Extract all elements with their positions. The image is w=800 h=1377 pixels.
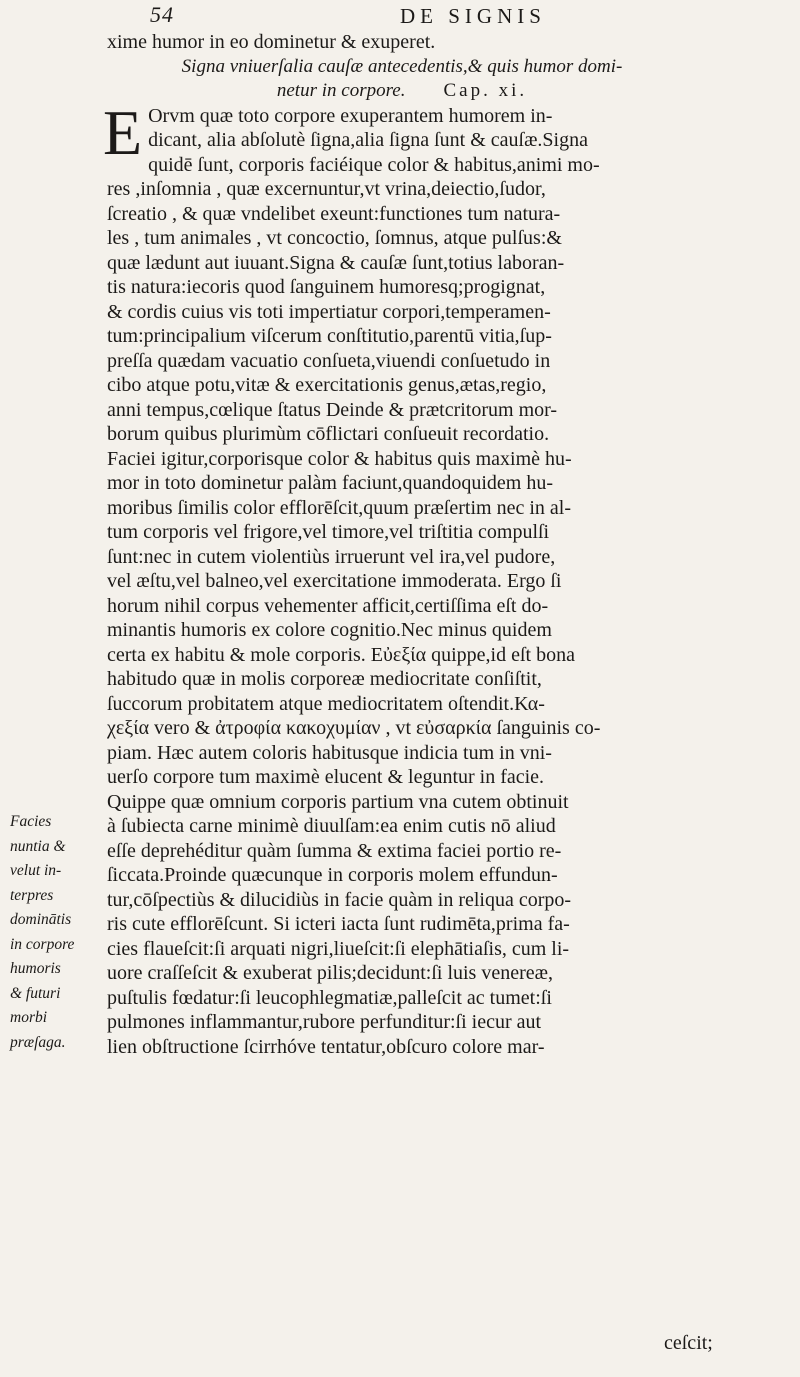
text-line: minantis humoris ex colore cognitio.Nec minus quidem [107, 619, 552, 641]
main-text [103, 30, 697, 1059]
paragraph [103, 96, 697, 1060]
text-line: Quippe quæ omnium corporis partium vna cutem obtinuit [107, 790, 569, 813]
text-line: ſunt:nec in cutem violentiùs irruerunt vel ira,vel pudore, [107, 545, 556, 568]
chapter-caption-text: netur in corpore. [276, 80, 406, 101]
drop-cap: E [103, 96, 143, 168]
text-line: & cordis cuius vis toti impertiatur corpori,temperamen- [107, 300, 551, 323]
text-line: tur,cōſpectiùs & dilucidiùs in facie quàm in reliqua corpo- [107, 888, 572, 911]
text-line: pulmones inflammantur,rubore perfunditur:ſi iecur aut [107, 1011, 542, 1033]
text-line: lien obſtructione ſcirrhóve tentatur,obſcuro colore mar- [107, 1035, 545, 1058]
margin-note-line: dominātis [10, 911, 72, 928]
margin-note-line: terpres [10, 886, 54, 904]
text-line: habitudo quæ in molis corporeæ mediocritate conſiſtit, [107, 668, 542, 690]
chapter-caption-line1: Signa vniuerſalia cauſæ antecedentis,& quis humor domi- [181, 55, 623, 77]
text-line: ſuccorum probitatem atque mediocritatem oſtendit.Κα- [107, 692, 545, 715]
text-line: quidē ſunt, corporis faciéique color & habitus,animi mo- [148, 153, 600, 176]
text-line: horum nihil corpus vehementer afficit,certiſſima eſt do- [107, 594, 549, 617]
text-line: χεξία vero & ἀτροφία κακοχυμίαν , vt εὐσαρκία ſanguinis co- [107, 717, 601, 739]
margin-note [10, 810, 110, 1055]
text-line: Faciei igitur,corporisque color & habitus quis maximè hu- [107, 447, 572, 470]
text-line: tum:principalium viſcerum conſtitutio,parentū vitia,ſup- [107, 325, 552, 347]
text-line: ſcreatio , & quæ vndelibet exeunt:functiones tum natura- [107, 202, 561, 225]
margin-note-line: præſaga. [10, 1033, 66, 1051]
text-line: dicant, alia abſolutè ſigna,alia ſigna ſunt & cauſæ.Signa [148, 129, 588, 151]
text-line: puſtulis fœdatur:ſi leucophlegmatiæ,palleſcit ac tumet:ſi [107, 986, 552, 1009]
opening-line: xime humor in eo dominetur & exuperet. [107, 31, 436, 53]
text-line: eſſe deprehéditur quàm ſumma & extima faciei portio re- [107, 839, 562, 862]
text-line: preſſa quædam vacuatio conſueta,viuendi conſuetudo in [107, 349, 551, 372]
text-line: piam. Hæc autem coloris habitusque indicia tum in vni- [107, 741, 552, 764]
text-line: ris cute efflorēſcunt. Si icteri iacta ſunt rudimēta,prima fa- [107, 913, 570, 935]
text-line: mor in toto dominetur palàm faciunt,quandoquidem hu- [107, 472, 554, 494]
text-line: ſiccata.Proinde quæcunque in corporis molem effundun- [107, 864, 558, 886]
text-line: à ſubiecta carne minimè diuulſam:ea enim cutis nō aliud [107, 815, 556, 837]
margin-note-line: humoris [10, 960, 61, 977]
running-head: DE SIGNIS [400, 4, 546, 28]
text-line: anni tempus,cœlique ſtatus Deinde & prætcritorum mor- [107, 398, 558, 421]
text-line: Orvm quæ toto corpore exuperantem humorem in- [148, 104, 553, 127]
margin-note-line: in corpore [10, 935, 75, 953]
margin-note-line: nuntia & [10, 837, 66, 855]
text-line: cies flaueſcit:ſi arquati nigri,liueſcit:ſi elephātiaſis, cum li- [107, 937, 570, 960]
text-line: moribus ſimilis color efflorēſcit,quum præſertim nec in al- [107, 496, 571, 519]
text-line: borum quibus plurimùm cōflictari conſueuit recordatio. [107, 423, 550, 445]
text-line: uerſo corpore tum maximè elucent & leguntur in facie. [107, 766, 545, 788]
margin-note-line: velut in- [10, 862, 62, 879]
text-line: certa ex habitu & mole corporis. Εὐεξία quippe,id eſt bona [107, 643, 575, 666]
chapter-caption-line2 [107, 79, 697, 104]
text-line: tum corporis vel frigore,vel timore,vel triſtitia compulſi [107, 521, 550, 543]
text-line: les , tum animales , vt concoctio, ſomnus, atque pulſus:& [107, 227, 562, 249]
catchword: ceſcit; [664, 1332, 713, 1354]
margin-note-line: Facies [10, 813, 52, 830]
chapter-number: Cap. xi. [443, 80, 528, 101]
margin-note-line: & futuri [10, 984, 61, 1002]
page-number: 54 [150, 2, 174, 27]
text-line: res ,inſomnia , quæ excernuntur,vt vrina,deiectio,ſudor, [107, 178, 546, 200]
text-line: vel æſtu,vel balneo,vel exercitatione immoderata. Ergo ſi [107, 570, 562, 592]
text-line: uore craſſeſcit & exuberat pilis;decidunt:ſi luis venereæ, [107, 962, 553, 984]
margin-note-line: morbi [10, 1009, 48, 1026]
text-line: cibo atque potu,vitæ & exercitationis genus,ætas,regio, [107, 374, 547, 396]
text-line: quæ lædunt aut iuuant.Signa & cauſæ ſunt,totius laboran- [107, 251, 565, 274]
text-line: tis natura:iecoris quod ſanguinem humoresq;progignat, [107, 276, 546, 298]
